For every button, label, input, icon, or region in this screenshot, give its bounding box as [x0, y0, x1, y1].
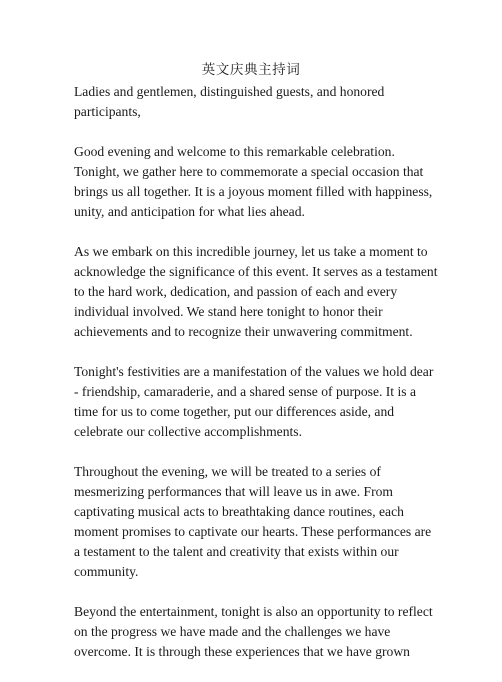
document-title: 英文庆典主持词 [201, 62, 301, 77]
paragraph-performances: Throughout the evening, we will be treated to a series of mesmerizing performances that will leave us in awe. From captivating musical acts to breathtaking dance routines, each moment promises to captivate our hearts. These performances are a testament to the talent and creativity that exists within our community. [74, 464, 432, 579]
document-body [74, 82, 438, 682]
paragraph-welcome: Good evening and welcome to this remarkable celebration. Tonight, we gather here to commemorate a special occasion that brings us all together. It is a joyous moment filled with happiness, unity, and anticipation for what lies ahead. [74, 144, 433, 219]
paragraph-values: Tonight's festivities are a manifestation of the values we hold dear - friendship, camaraderie, and a shared sense of purpose. It is a time for us to come together, put our differences aside, and celebrate our collective accomplishments. [74, 364, 434, 439]
paragraph-reflection: Beyond the entertainment, tonight is also an opportunity to reflect on the progress we have made and the challenges we have overcome. It is through these experiences that we have grown [74, 604, 433, 659]
paragraph-significance: As we embark on this incredible journey, let us take a moment to acknowledge the significance of this event. It serves as a testament to the hard work, dedication, and passion of each and every individual involved. We stand here tonight to honor their achievements and to recognize their unwavering commitment. [74, 244, 438, 339]
paragraph-greeting: Ladies and gentlemen, distinguished guests, and honored participants, [74, 84, 385, 119]
